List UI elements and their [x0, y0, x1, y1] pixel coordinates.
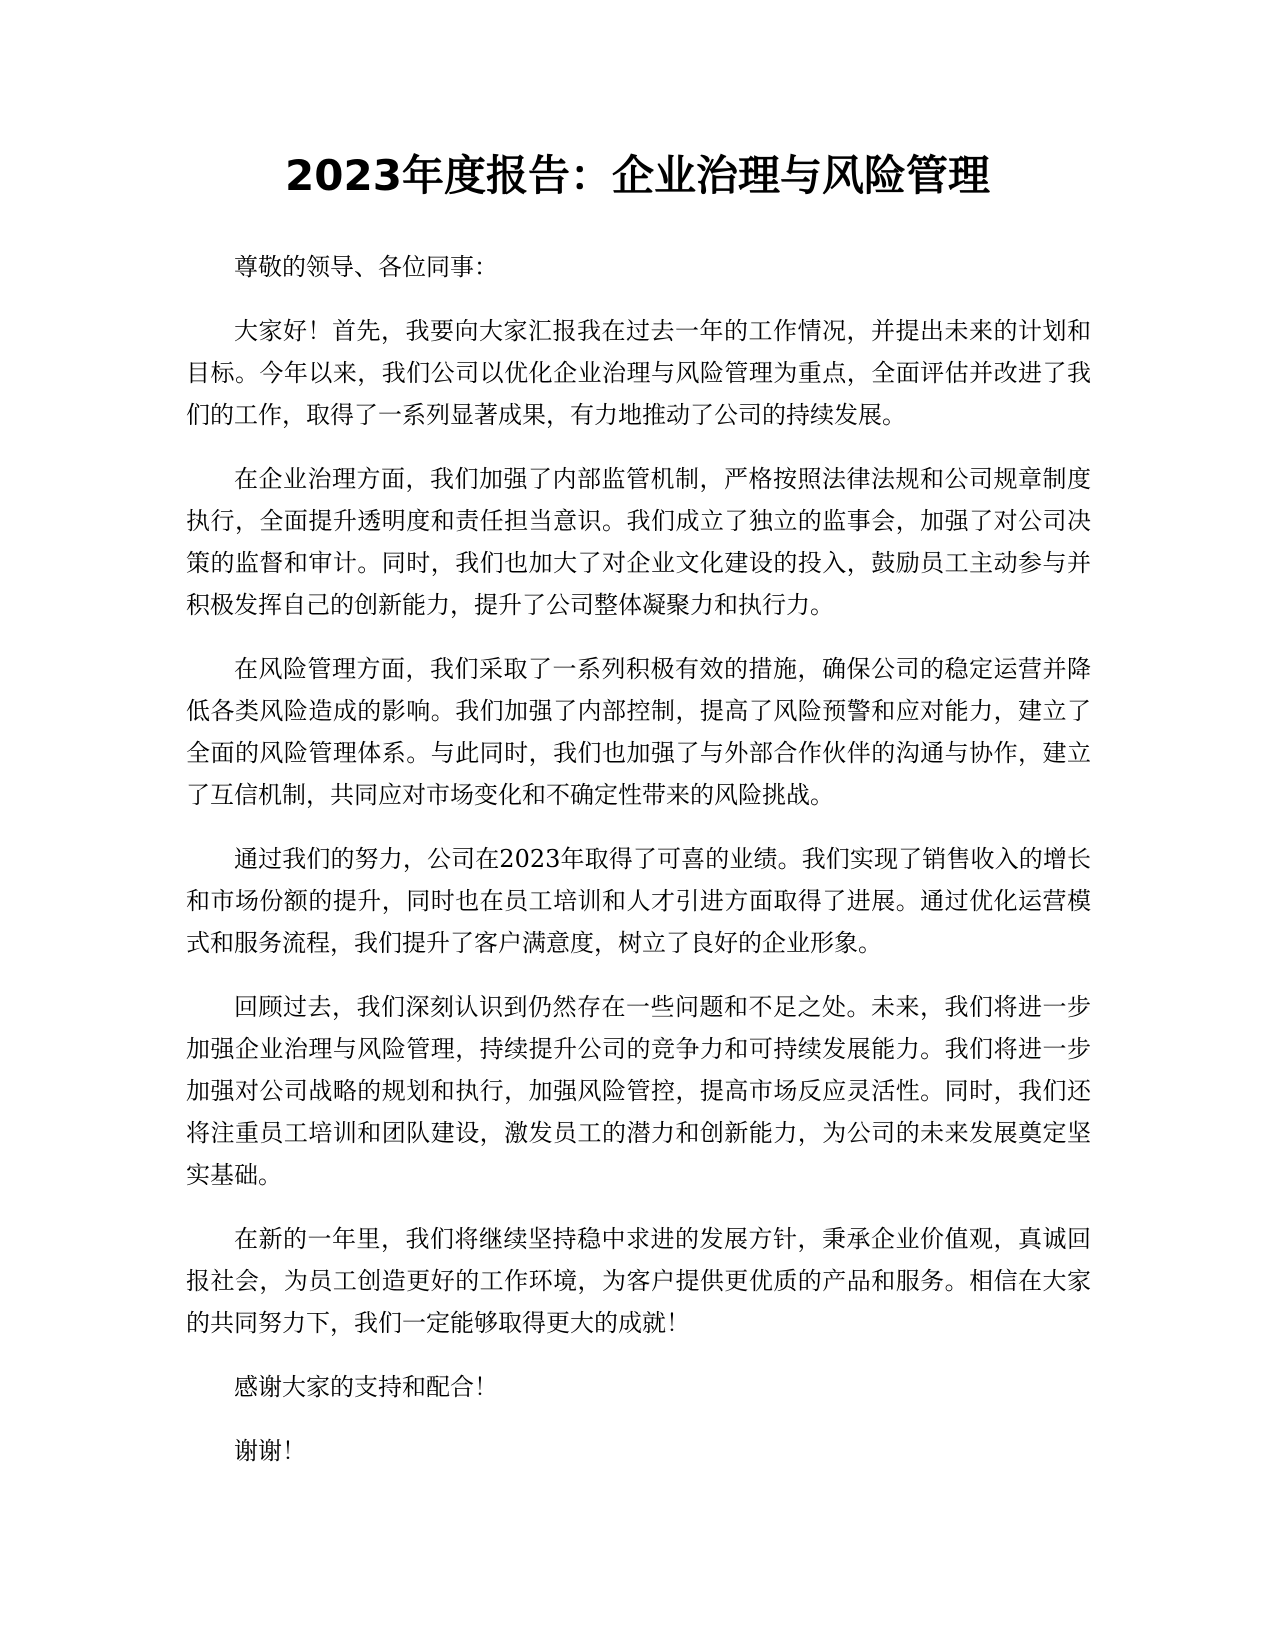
salutation-paragraph: 尊敬的领导、各位同事： [234, 253, 498, 281]
results-paragraph: 通过我们的努力，公司在2023年取得了可喜的业绩。我们实现了销售收入的增长和市场份额的提升，同时也在员工培训和人才引进方面取得了进展。通过优化运营模式和服务流程，我们提升了客户满意度，树立了良好的企业形象。 [186, 845, 1091, 957]
intro-paragraph: 大家好！首先，我要向大家汇报我在过去一年的工作情况，并提出未来的计划和目标。今年以来，我们公司以优化企业治理与风险管理为重点，全面评估并改进了我们的工作，取得了一系列显著成果，有力地推动了公司的持续发展。 [186, 317, 1091, 429]
new-year-paragraph: 在新的一年里，我们将继续坚持稳中求进的发展方针，秉承企业价值观，真诚回报社会，为员工创造更好的工作环境，为客户提供更优质的产品和服务。相信在大家的共同努力下，我们一定能够取得更大的成就！ [186, 1225, 1091, 1337]
document-title: 2023年度报告：企业治理与风险管理 [285, 151, 990, 200]
governance-paragraph: 在企业治理方面，我们加强了内部监管机制，严格按照法律法规和公司规章制度执行，全面提升透明度和责任担当意识。我们成立了独立的监事会，加强了对公司决策的监督和审计。同时，我们也加大了对企业文化建设的投入，鼓励员工主动参与并积极发挥自己的创新能力，提升了公司整体凝聚力和执行力。 [186, 465, 1091, 619]
risk-management-paragraph: 在风险管理方面，我们采取了一系列积极有效的措施，确保公司的稳定运营并降低各类风险造成的影响。我们加强了内部控制，提高了风险预警和应对能力，建立了全面的风险管理体系。与此同时，我们也加强了与外部合作伙伴的沟通与协作，建立了互信机制，共同应对市场变化和不确定性带来的风险挑战。 [186, 655, 1091, 809]
document-body [186, 246, 1091, 1494]
outlook-paragraph: 回顾过去，我们深刻认识到仍然存在一些问题和不足之处。未来，我们将进一步加强企业治理与风险管理，持续提升公司的竞争力和可持续发展能力。我们将进一步加强对公司战略的规划和执行，加强风险管控，提高市场反应灵活性。同时，我们还将注重员工培训和团队建设，激发员工的潜力和创新能力，为公司的未来发展奠定坚实基础。 [186, 993, 1091, 1189]
closing-paragraph: 谢谢！ [234, 1437, 306, 1465]
thanks-support-paragraph: 感谢大家的支持和配合！ [234, 1373, 498, 1401]
